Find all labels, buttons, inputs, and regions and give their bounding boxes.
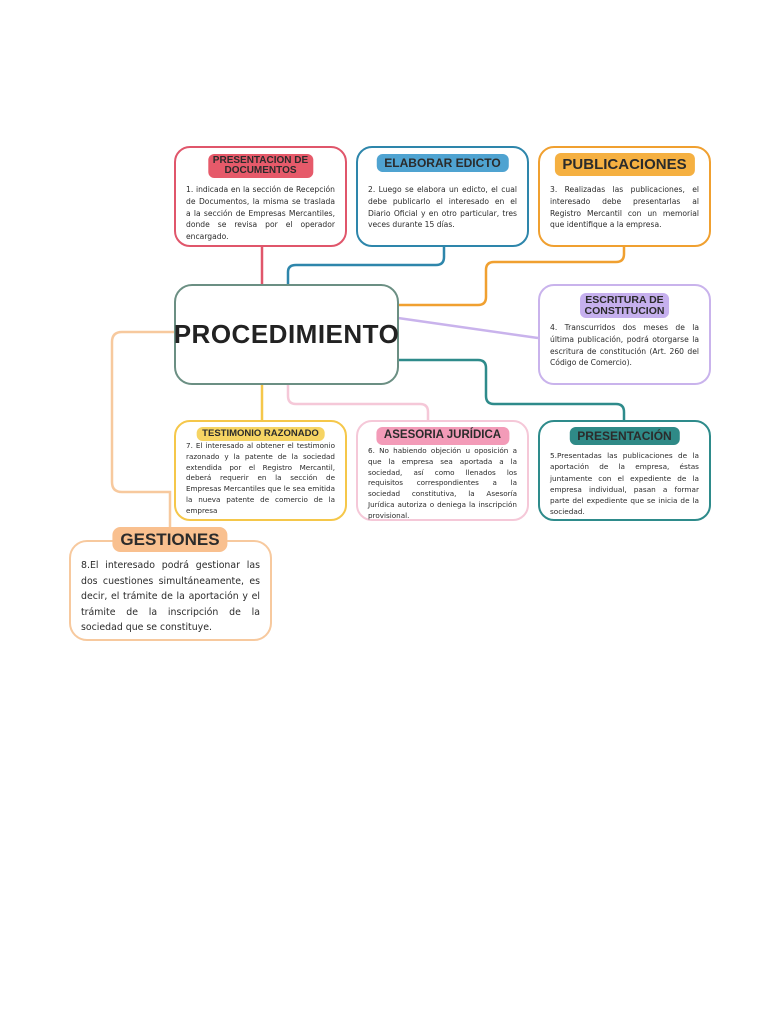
presentacion-documentos-text: 1. indicada en la sección de Recepción de Documentos, la misma se traslada a la sección de Empresas Mercantiles, donde se revisa por el operador encargado. <box>186 185 335 242</box>
escritura-constitucion-text: 4. Transcurridos dos meses de la última publicación, podrá otorgarse la escritura de constitución (Art. 260 del Código de Comercio). <box>550 323 699 368</box>
procedimiento-title: PROCEDIMIENTO <box>173 319 400 349</box>
testimonio-razonado-node <box>174 420 347 521</box>
asesoria-juridica-title: ASESORIA JURÍDICA <box>376 427 509 445</box>
elaborar-edicto-text: 2. Luego se elabora un edicto, el cual debe publicarlo el interesado en el Diario Oficial y en otro particular, tres veces durante 15 días. <box>368 185 517 230</box>
elaborar-edicto-title: ELABORAR EDICTO <box>376 154 508 172</box>
publicaciones-text: 3. Realizadas las publicaciones, el interesado debe presentarlas al Registro Mercantil con un memorial que identifique a la empresa. <box>550 185 699 230</box>
connector-asesoria <box>288 384 428 420</box>
connector-escritura <box>398 318 538 338</box>
escritura-constitucion-node <box>538 284 711 385</box>
asesoria-juridica-node <box>356 420 529 521</box>
gestiones-title: GESTIONES <box>112 527 227 552</box>
publicaciones-title: PUBLICACIONES <box>554 153 694 176</box>
presentacion-documentos-title: PRESENTACION DE DOCUMENTOS <box>208 154 313 178</box>
testimonio-razonado-text: 7. El interesado al obtener el testimonio razonado y la patente de la sociedad extendida por el Registro Mercantil, deberá requerir en la sección de Empresas Mercantiles que le sea emitida la nueva patente de comercio de la empresa <box>186 441 335 515</box>
escritura-constitucion-title: ESCRITURA DE CONSTITUCION <box>580 293 670 318</box>
gestiones-node <box>69 540 272 641</box>
procedimiento-node <box>174 284 399 385</box>
presentacion-text: 5.Presentadas las publicaciones de la aportación de la empresa, éstas juntamente con el expediente de la empresa individual, pasan a formar parte del expediente que se inicia de la sociedad. <box>550 451 699 517</box>
presentacion-title: PRESENTACIÓN <box>569 427 679 445</box>
gestiones-text: 8.El interesado podrá gestionar las dos cuestiones simultáneamente, es decir, el trámite de la aportación y el trámite de la inscripción de la sociedad que se constituye. <box>81 560 260 634</box>
connector-elaborar-edicto <box>288 246 444 286</box>
connector-gestiones <box>112 332 174 528</box>
asesoria-juridica-text: 6. No habiendo objeción u oposición a que la empresa sea aportada a la sociedad, así como llenados los requisitos correspondientes a la sociedad constitutiva, la Asesoría Jurídica autoriza o deniega la inscripción provisional. <box>368 446 517 520</box>
publicaciones-node <box>538 146 711 247</box>
testimonio-razonado-title: TESTIMONIO RAZONADO <box>196 427 325 441</box>
presentacion-documentos-node <box>174 146 347 247</box>
presentacion-node <box>538 420 711 521</box>
elaborar-edicto-node <box>356 146 529 247</box>
